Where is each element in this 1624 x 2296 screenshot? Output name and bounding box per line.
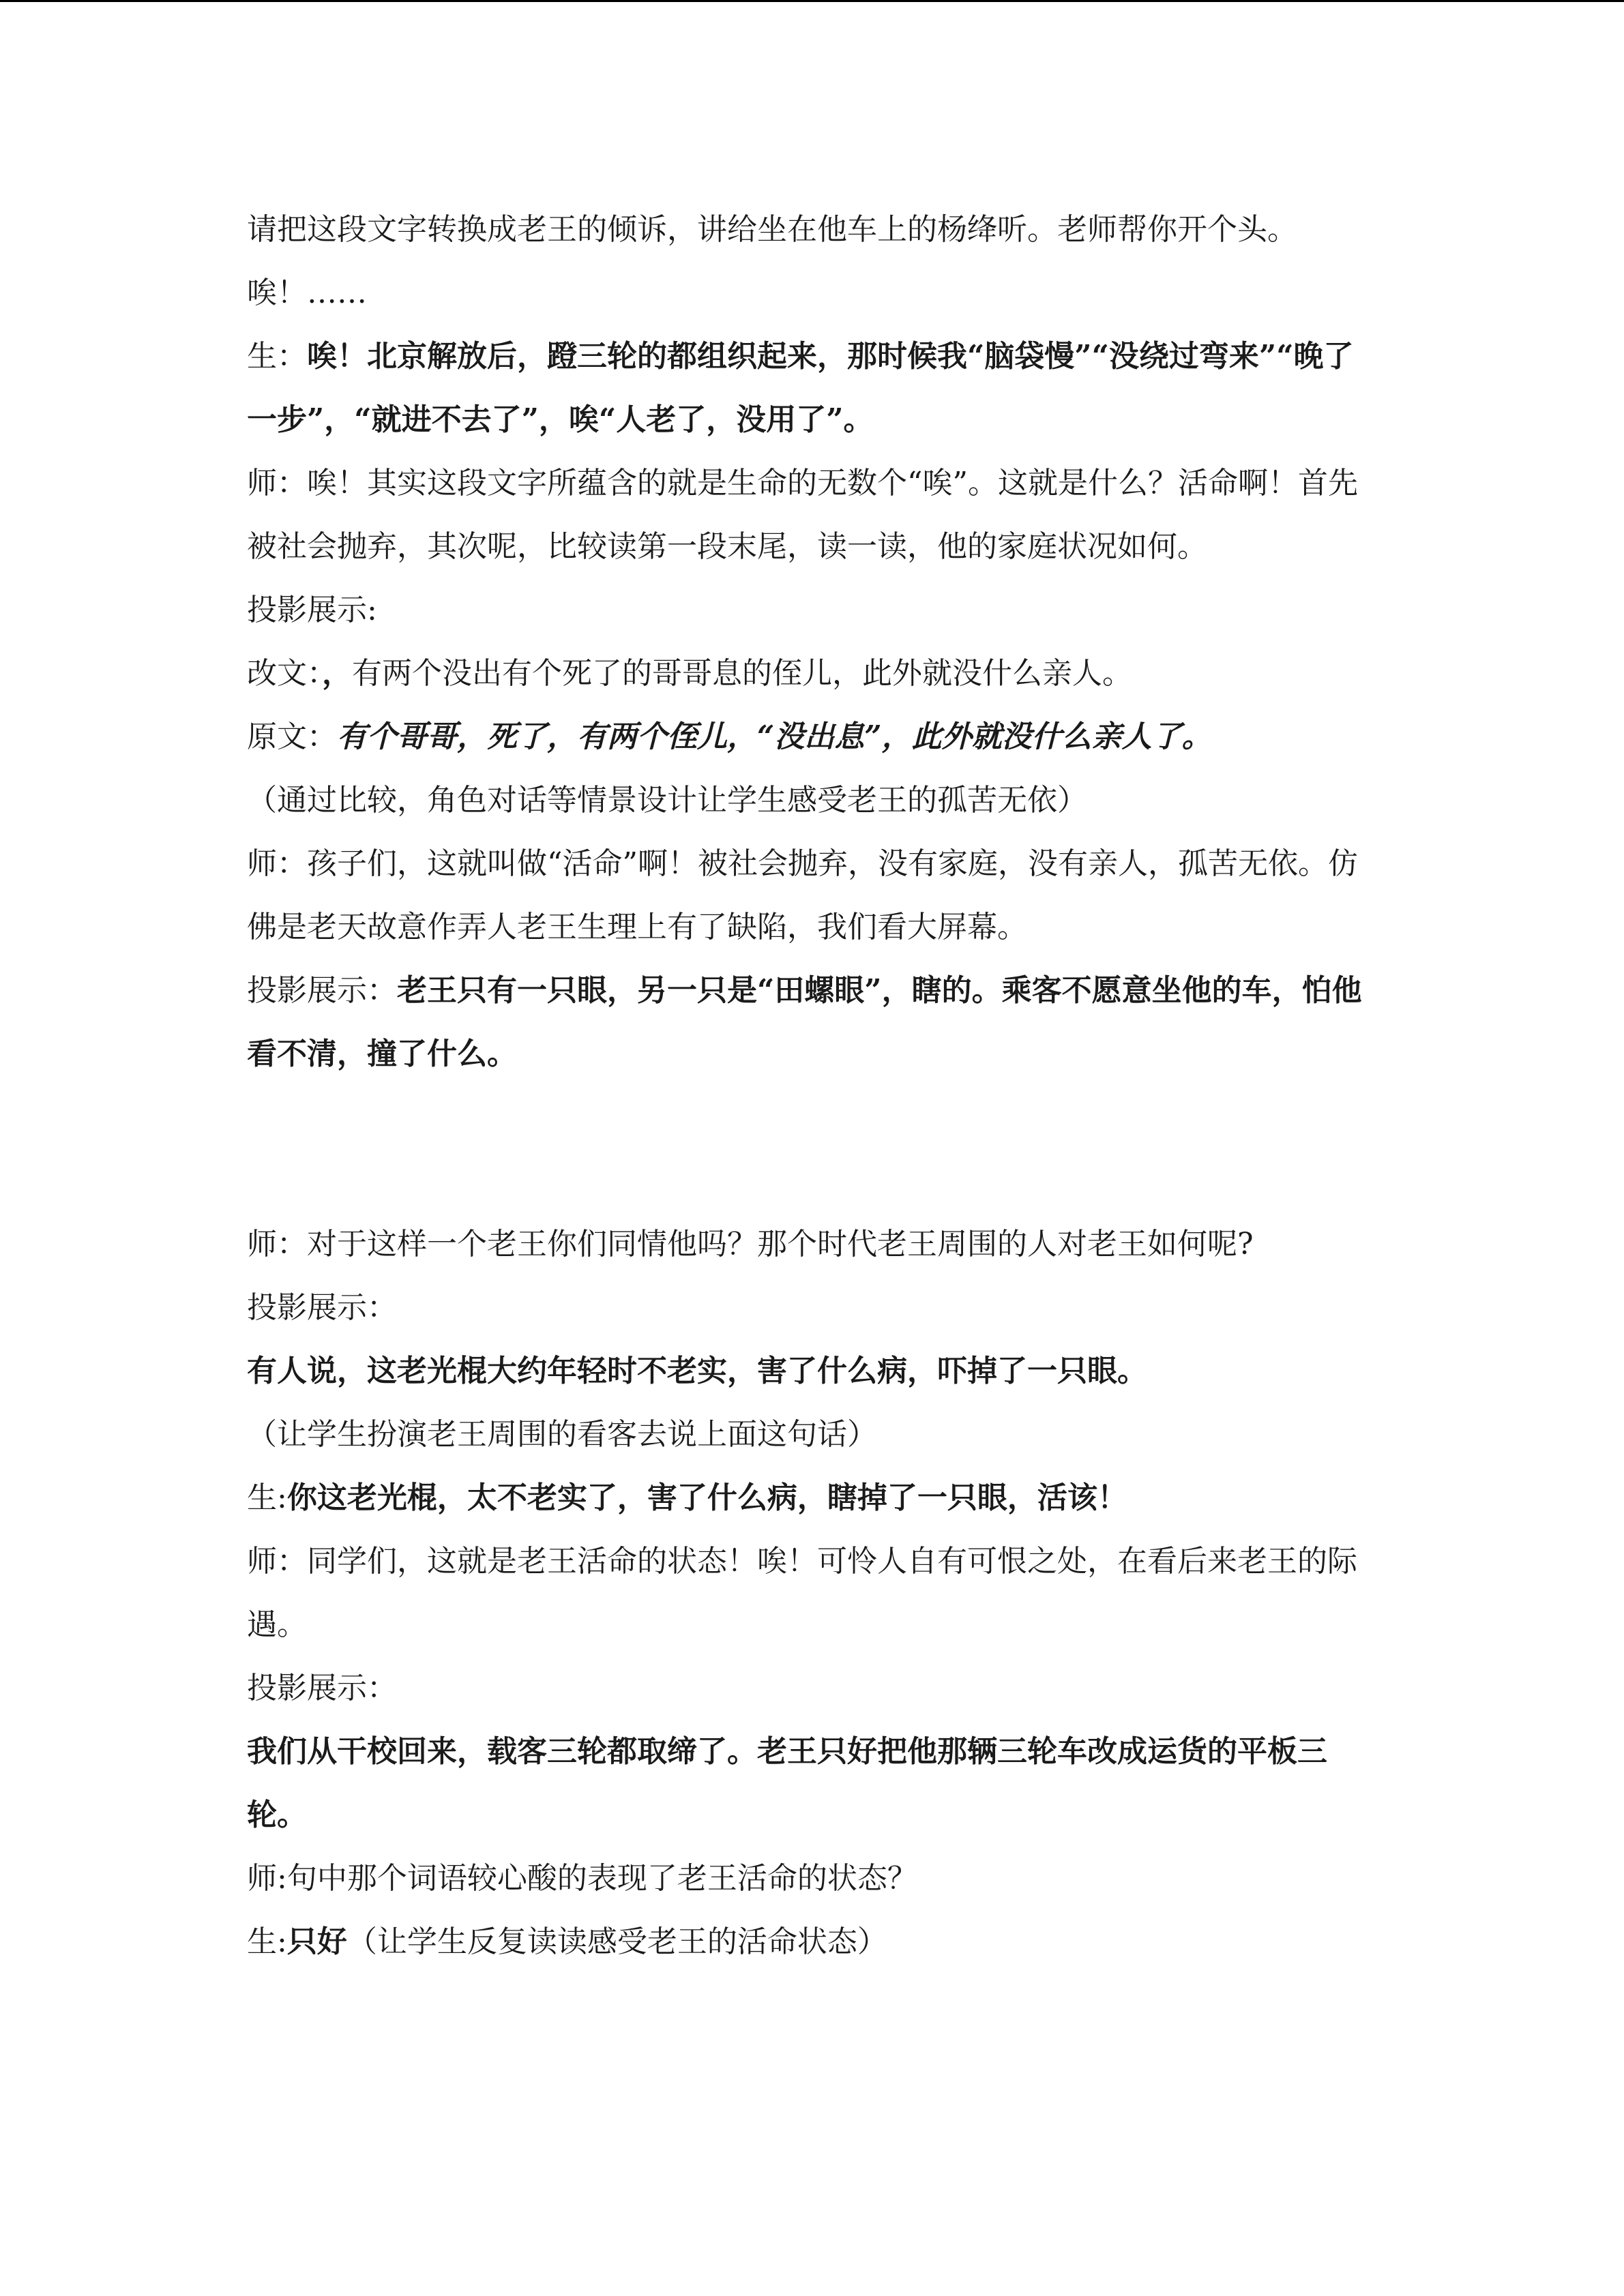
section-gap [247, 1086, 1365, 1212]
paragraph-quote-bachelor [247, 1339, 1365, 1403]
revised-text: 有两个没出有个死了的哥哥息的侄儿，此外就没什么亲人。 [352, 656, 1132, 691]
projection-quote: 有人说，这老光棍大约年轻时不老实，害了什么病，吓掉了一只眼。 [247, 1354, 1147, 1388]
teacher-text: 师:句中那个词语较心酸的表现了老王活命的状态？ [247, 1861, 917, 1896]
paragraph-teacher-question [247, 1847, 1365, 1910]
projection-label: 投影展示： [247, 973, 397, 1008]
paragraph-roleplay-note [247, 1403, 1365, 1466]
paragraph-projection-label [247, 578, 1365, 642]
projection-quote: 我们从干校回来，载客三轮都取缔了。老王只好把他那辆三轮车改成运货的平板三轮。 [247, 1734, 1327, 1832]
paragraph-teacher-status [247, 1530, 1365, 1656]
paragraph-projection-label-3 [247, 1656, 1365, 1720]
teacher-text: 师：同学们，这就是老王活命的状态！唉！可怜人自有可恨之处，在看后来老王的际遇。 [247, 1544, 1357, 1642]
paragraph-quote-cadre-school [247, 1720, 1365, 1847]
speaker-label: 生: [247, 1924, 287, 1959]
teacher-text: 师：对于这样一个老王你们同情他吗？那个时代老王周围的人对老王如何呢? [247, 1227, 1254, 1262]
teacher-text: 师：孩子们，这就叫做“活命”啊！被社会抛弃，没有家庭，没有亲人，孤苦无依。仿佛是老天故意作弄人老王生理上有了缺陷，我们看大屏幕。 [247, 846, 1358, 944]
revised-label: 改文： [247, 656, 322, 691]
roleplay-note-text: （让学生扮演老王周围的看客去说上面这句话） [247, 1417, 877, 1452]
instruction-text: 请把这段文字转换成老王的倾诉，讲给坐在他车上的杨绛听。老师帮你开个头。唉！…… [247, 212, 1297, 310]
projection-quote: 老王只有一只眼，另一只是“田螺眼”，瞎的。乘客不愿意坐他的车，怕他看不清，撞了什么。 [247, 973, 1362, 1071]
paragraph-projection-label-2 [247, 1276, 1365, 1339]
document-page [247, 198, 1365, 1973]
paragraph-revised-text [247, 642, 1365, 705]
speaker-label: 生: [247, 1480, 287, 1515]
original-label: 原文： [247, 719, 337, 754]
speaker-label: 生： [247, 339, 307, 374]
paragraph-teacher-survive [247, 832, 1365, 959]
paragraph-student-only [247, 1910, 1365, 1973]
paragraph-projection-eye [247, 959, 1365, 1086]
paragraph-original-text [247, 705, 1365, 769]
paragraph-instruction [247, 198, 1365, 325]
paragraph-teacher-life [247, 451, 1365, 578]
projection-label: 投影展示： [247, 1671, 397, 1705]
paragraph-teacher-sympathy [247, 1212, 1365, 1276]
revised-bold-comma: ， [322, 656, 352, 691]
design-note-text: （通过比较，角色对话等情景设计让学生感受老王的孤苦无依） [247, 783, 1087, 818]
paragraph-student-sigh [247, 325, 1365, 451]
student-answer-text: 只好 [286, 1924, 347, 1959]
original-text: 有个哥哥，死了，有两个侄儿，“没出息”，此外就没什么亲人了。 [337, 719, 1212, 754]
student-answer-text: 你这老光棍，太不老实了，害了什么病，瞎掉了一只眼，活该！ [286, 1480, 1127, 1515]
paragraph-design-note [247, 769, 1365, 832]
teacher-text: 师：唉！其实这段文字所蕴含的就是生命的无数个“唉”。这就是什么？活命啊！首先被社会抛弃，其次呢，比较读第一段末尾，读一读，他的家庭状况如何。 [247, 466, 1358, 564]
reading-note-text: （让学生反复读读感受老王的活命状态） [346, 1924, 887, 1959]
projection-label: 投影展示： [247, 1290, 397, 1325]
paragraph-student-roleplay [247, 1466, 1365, 1530]
projection-label: 投影展示: [247, 593, 377, 627]
page-top-border [0, 0, 1624, 2]
student-answer-text: 唉！北京解放后，蹬三轮的都组织起来，那时候我“脑袋慢”“没绕过弯来”“晚了一步”，“就进不去了”，唉“人老了，没用了”。 [247, 339, 1354, 437]
